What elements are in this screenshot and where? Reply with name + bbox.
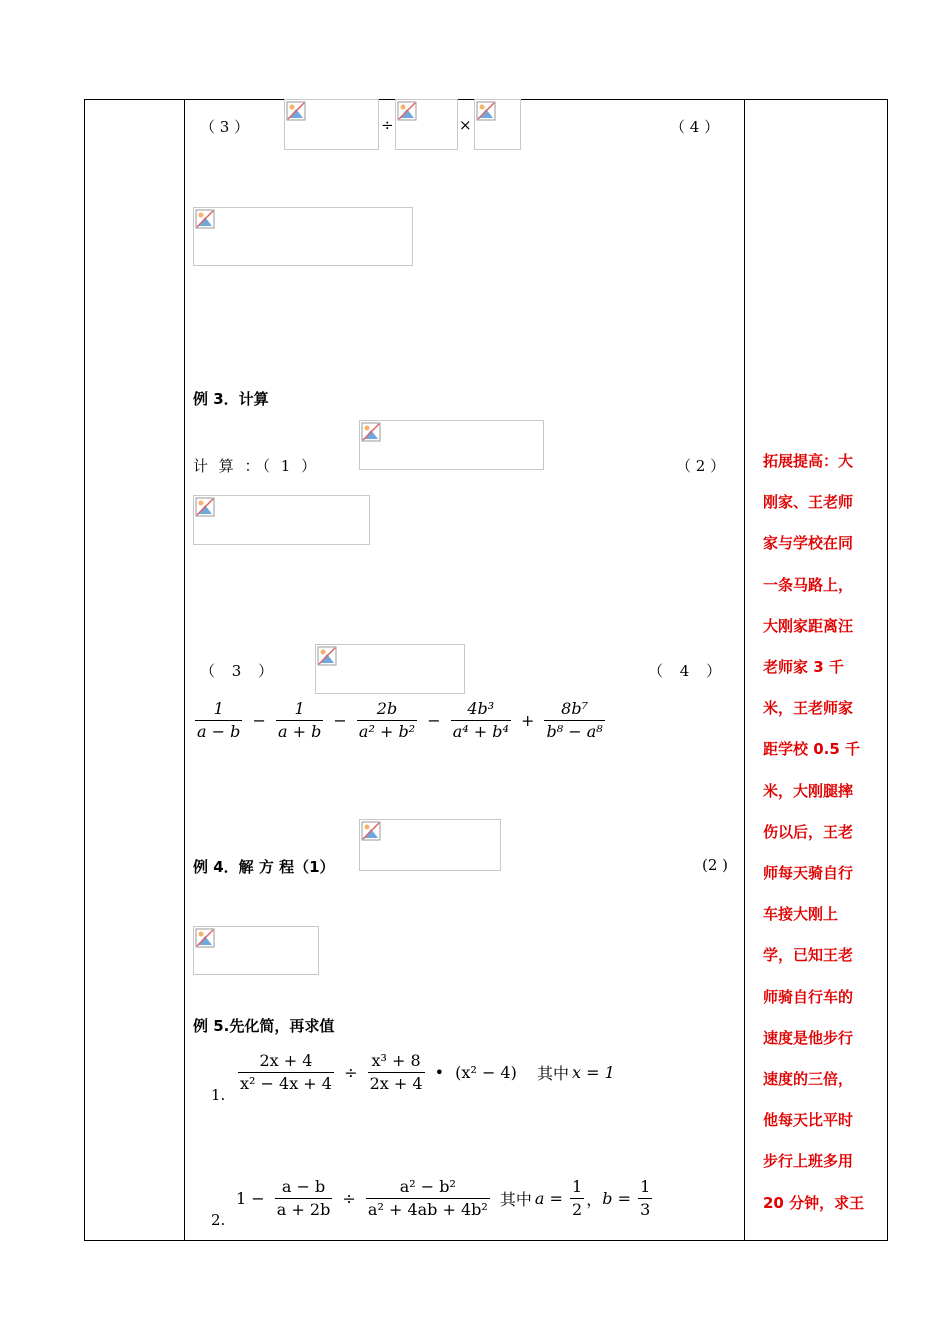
broken-image-icon <box>476 101 496 121</box>
fraction-term: $\frac{\text{4b³}}{\text{a⁴ + b⁴}}$ <box>452 699 509 741</box>
table-left-border <box>84 99 85 1241</box>
fraction-term: $\frac{\text{8b⁷}}{\text{b⁸ − a⁸}}$ <box>546 699 603 741</box>
table-col-divider-1 <box>184 99 185 1241</box>
broken-image-icon <box>361 422 381 442</box>
formula-image <box>315 644 465 694</box>
example-4-title: 例 4．解 方 程（1） <box>193 858 335 876</box>
broken-image-icon <box>195 209 215 229</box>
example-5-title: 例 5.先化简，再求值 <box>193 1017 335 1035</box>
example-3-title: 例 3．计算 <box>193 390 269 408</box>
broken-image-icon <box>317 646 337 666</box>
broken-image-icon <box>195 928 215 948</box>
simplify-expression-1: $\frac{2x + 4}{\text{x² − 4x + 4}}$ ÷ $\frac{\text{x³ + 8}}{2x + 4}$ • (x² − 4) 其中 x = 1 <box>240 1051 615 1093</box>
calc-label: 计 算 ：（ 1 ） <box>193 457 320 475</box>
extension-problem-text: 拓展提高：大 刚家、王老师 家与学校在同 一条马路上， 大刚家距离汪 老师家 3 千 米，王老师家 距学校 0.5 千 米，大刚腿摔 伤以后，王老 师每天骑自行 车接大刚上 学，已知王老 师骑自行车的 速度是他步行 速度的三倍， 他每天比平时 步行上班多用 20 分钟，求王 <box>763 452 865 1212</box>
table-right-border <box>887 99 888 1241</box>
simplify-expression-2: 1 − $\frac{a - b}{a + 2b}$ ÷ $\frac{\text{a² − b²}}{\text{a² + 4ab + 4b²}}$ 其中 a = $\frac{1}{2}$ ，b = $\frac{1}{3}$ <box>236 1177 651 1219</box>
formula-image <box>359 420 544 470</box>
item-number: 2. <box>211 1211 226 1229</box>
broken-image-icon <box>286 101 306 121</box>
label-part-3: （ 3 ） <box>200 118 250 136</box>
formula-image <box>359 819 501 871</box>
formula-image <box>284 99 379 150</box>
label-part-4: （ 4 ） <box>670 118 720 136</box>
fraction-term: $\frac{1}{a - b}$ <box>197 699 241 741</box>
broken-image-icon <box>397 101 417 121</box>
formula-image <box>474 99 521 150</box>
label-part-2: (2 ) <box>702 856 729 874</box>
label-part-2: （ 2 ） <box>676 457 726 475</box>
fraction-term: $\frac{1}{a + b}$ <box>277 699 322 741</box>
formula-image <box>395 99 458 150</box>
table-col-divider-2 <box>744 99 745 1241</box>
broken-image-icon <box>195 497 215 517</box>
label-part-3: （ 3 ） <box>200 662 280 680</box>
item-number: 1. <box>211 1086 226 1104</box>
label-part-4: （ 4 ） <box>648 662 728 680</box>
broken-image-icon <box>361 821 381 841</box>
table-bottom-border <box>84 1240 888 1241</box>
formula-image <box>193 207 413 266</box>
times-sign: × <box>459 116 472 134</box>
fraction-expression: $\frac{1}{a - b}$ − $\frac{1}{a + b}$ − $\frac{2b}{\text{a² + b²}}$ − $\frac{\text{4b³}}{\text{a⁴ + b⁴}}$ + $\frac{\text{8b⁷}}{\text{b⁸ − a⁸}}$ <box>197 699 603 741</box>
division-sign: ÷ <box>381 116 394 134</box>
formula-image <box>193 926 319 975</box>
formula-image <box>193 495 370 545</box>
fraction-term: $\frac{2b}{\text{a² + b²}}$ <box>358 699 416 741</box>
